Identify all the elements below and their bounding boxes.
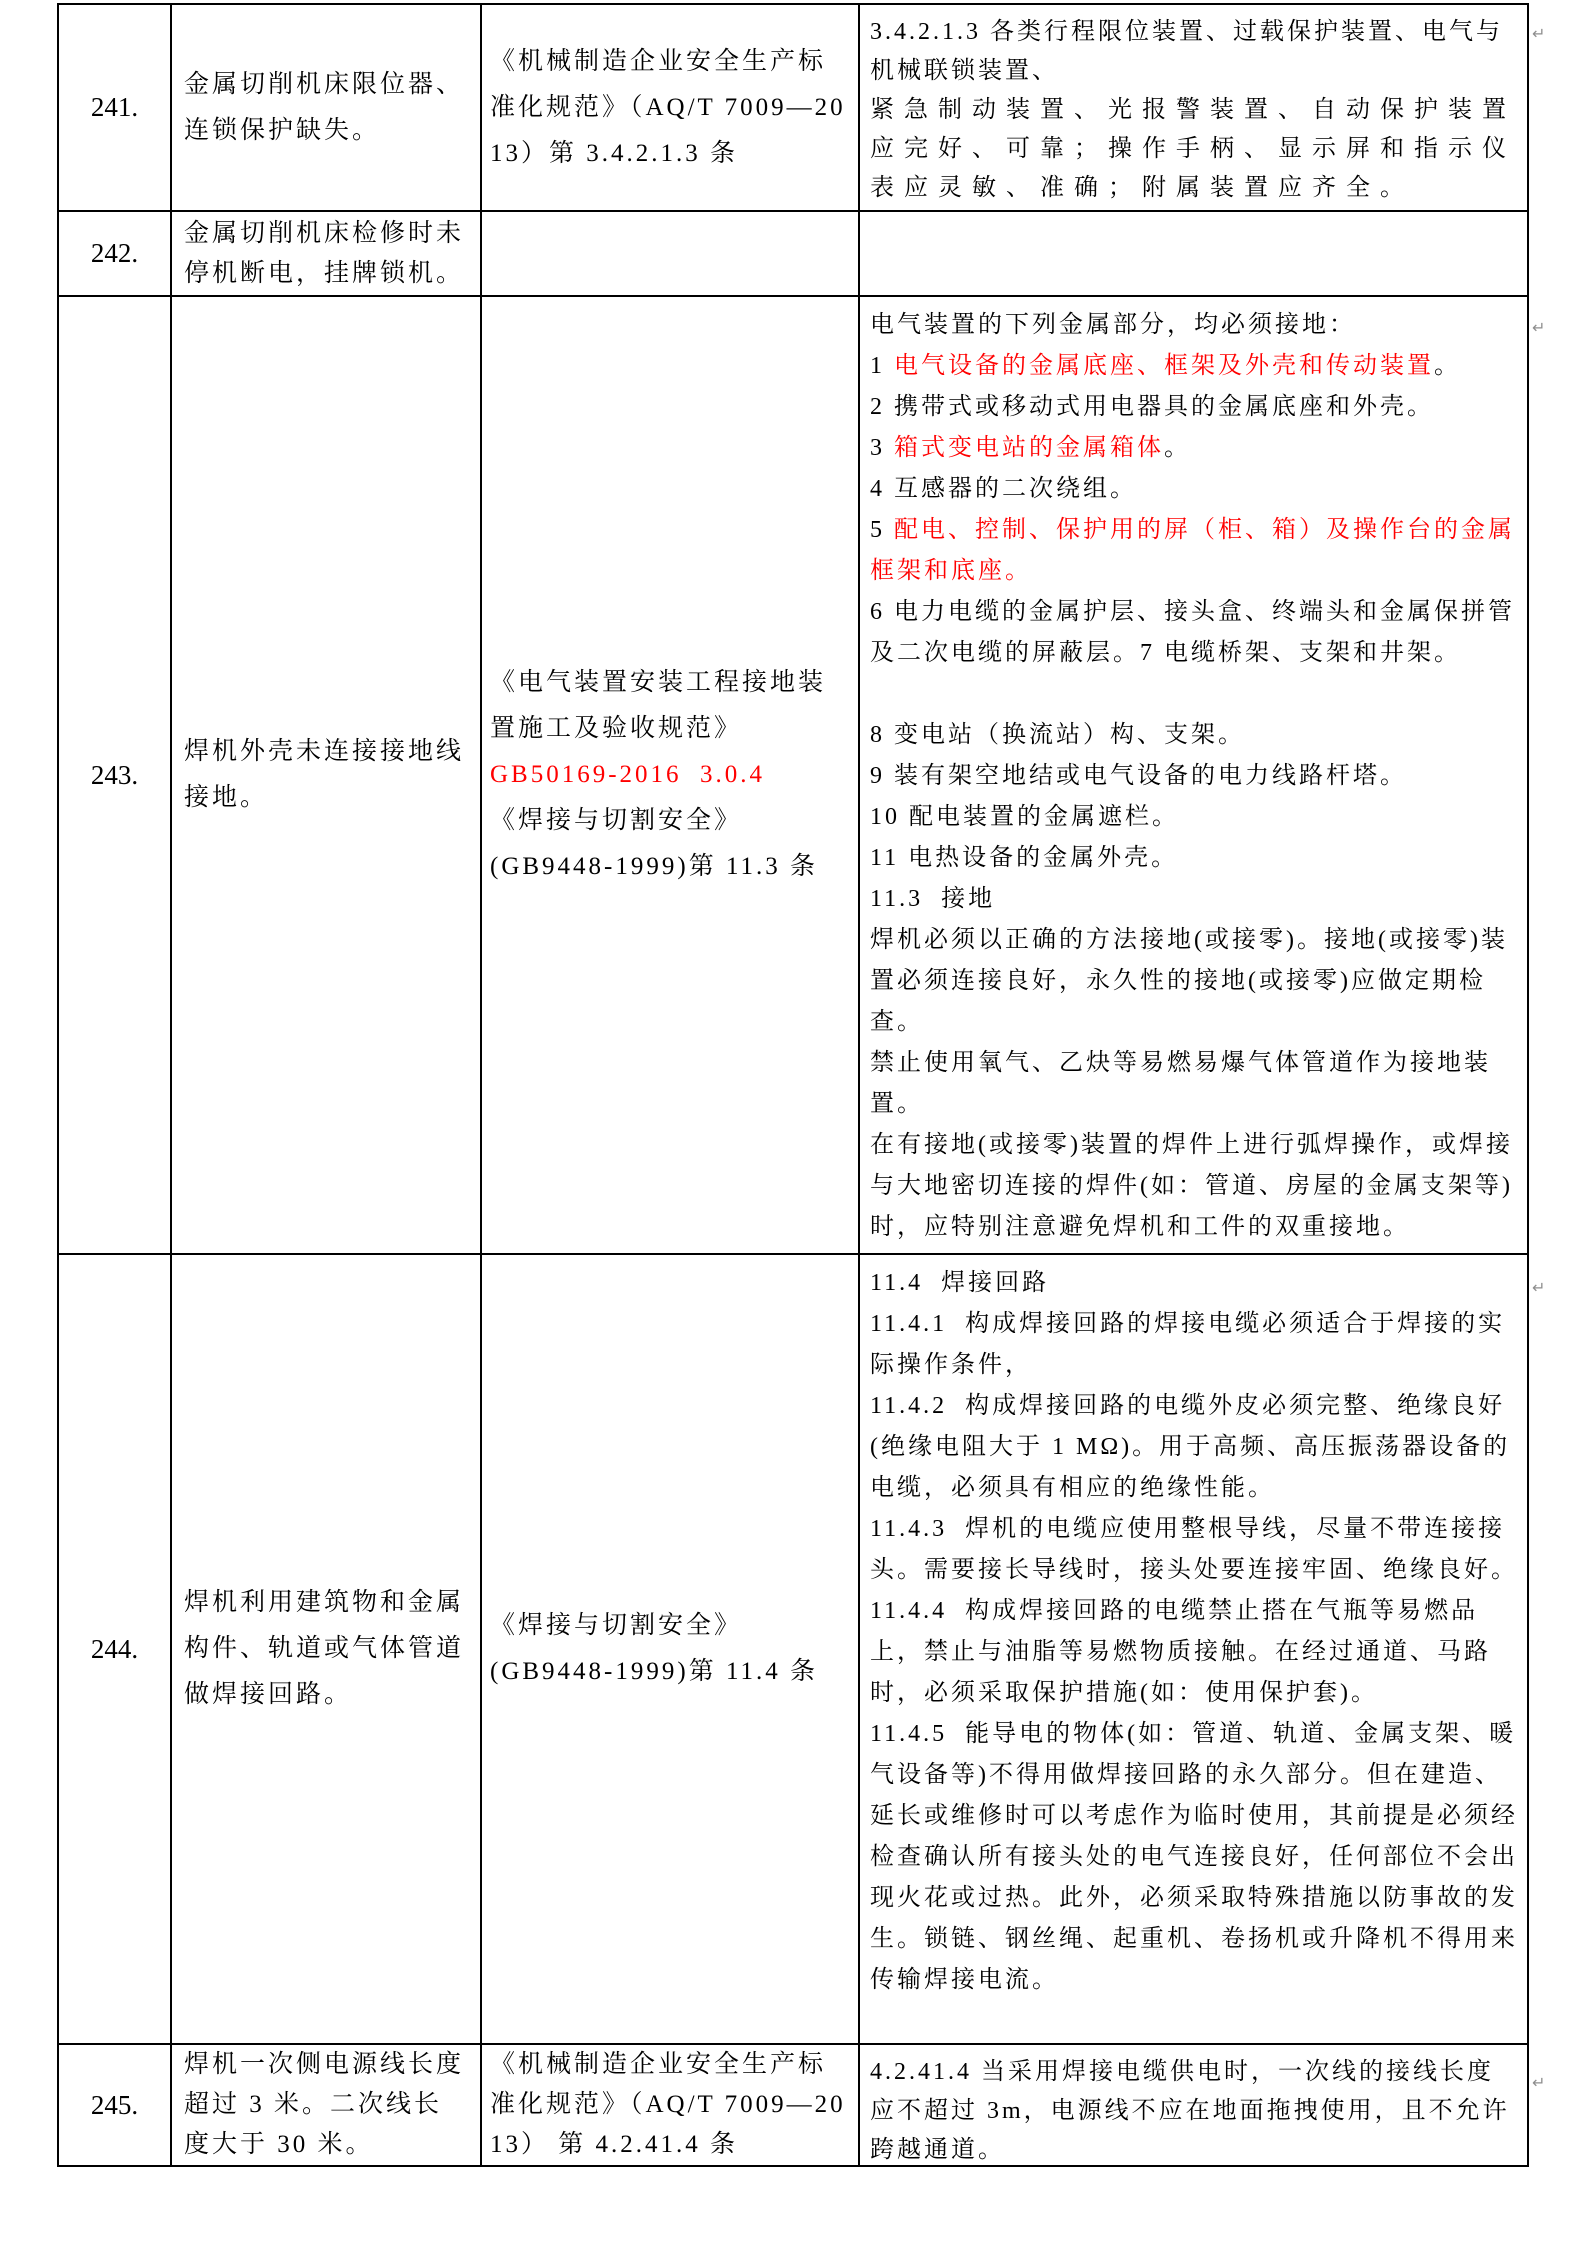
reference-text: 《机械制造企业安全生产标准化规范》（AQ/T 7009—2013）第 3.4.2.1.3 条	[490, 47, 846, 167]
detail-cell	[859, 1254, 1528, 2044]
red-highlight-text: 电气设备的金属底座、框架及外壳和传动装置	[894, 353, 1434, 379]
paragraph	[870, 1263, 1519, 1304]
issue-text: 金属切削机床限位器、连锁保护缺失。	[184, 70, 465, 144]
reference-cell	[481, 211, 859, 296]
reference-cell	[481, 1254, 859, 2044]
body-text: 11.4.2 构成焊接回路的电缆外皮必须完整、绝缘良好(绝缘电阻大于 1 MΩ)。用于高频、高压振荡器设备的电缆，必须具有相应的绝缘性能。	[870, 1393, 1511, 1501]
issue-text: 焊机外壳未连接接地线接地。	[184, 738, 465, 811]
reference-text: (GB9448-1999)第 11.3 条	[490, 853, 819, 880]
body-text: 9 装有架空地结或电气设备的电力线路杆塔。	[870, 763, 1407, 789]
body-text: 3.4.2.1.3 各类行程限位装置、过载保护装置、电气与机械联锁装置、	[870, 19, 1503, 84]
row-number: 245.	[90, 2089, 139, 2120]
row-number-cell	[58, 1254, 171, 2044]
reference-text: 《电气装置安装工程接地装置施工及验收规范》	[490, 669, 827, 742]
detail-cell	[859, 211, 1528, 296]
paragraph	[870, 1043, 1519, 1125]
paragraph	[870, 387, 1519, 428]
row-number-cell	[58, 296, 171, 1254]
paragraph-mark-icon: ↵	[1532, 24, 1546, 43]
regulation-table	[57, 3, 1529, 2167]
paragraph	[870, 13, 1519, 91]
reference-cell	[481, 296, 859, 1254]
body-text: 1	[870, 353, 894, 379]
table-row	[58, 1254, 1528, 2044]
detail-cell	[859, 4, 1528, 211]
body-text: 4 互感器的二次绕组。	[870, 476, 1137, 502]
row-number-cell	[58, 4, 171, 211]
reference-text: 《焊接与切割安全》	[490, 1612, 743, 1639]
paragraph	[870, 510, 1519, 592]
body-text: 11.4.4 构成焊接回路的电缆禁止搭在气瓶等易燃品上，禁止与油脂等易燃物质接触。在经过通道、马路时，必须采取保护措施(如：使用保护套)。	[870, 1598, 1491, 1706]
row-number-cell	[58, 2044, 171, 2166]
body-text: 10 配电装置的金属遮栏。	[870, 804, 1179, 830]
red-highlight-text: 箱式变电站的金属箱体	[894, 435, 1164, 461]
table-row	[58, 211, 1528, 296]
paragraph	[870, 1591, 1519, 1714]
issue-cell	[171, 296, 481, 1254]
reference-text: 《焊接与切割安全》	[490, 807, 743, 834]
paragraph	[870, 346, 1519, 387]
paragraph	[870, 1714, 1519, 2001]
body-text: 禁止使用氧气、乙炔等易燃易爆气体管道作为接地装置。	[870, 1050, 1491, 1117]
reference-text: 《机械制造企业安全生产标准化规范》（AQ/T 7009—2013） 第 4.2.41.4 条	[490, 2051, 846, 2158]
row-number: 244.	[90, 1633, 139, 1664]
body-text: 11.4.3 焊机的电缆应使用整根导线，尽量不带连接接头。需要接长导线时，接头处要连接牢固、绝缘良好。	[870, 1516, 1518, 1583]
reference-text: (GB9448-1999)第 11.4 条	[490, 1658, 819, 1685]
issue-cell	[171, 4, 481, 211]
table-row	[58, 296, 1528, 1254]
paragraph	[870, 592, 1519, 674]
body-text: 3	[870, 435, 894, 461]
paragraph	[870, 91, 1519, 208]
row-number: 241.	[90, 92, 139, 122]
paragraph	[870, 838, 1519, 879]
issue-text: 焊机一次侧电源线长度超过 3 米。二次线长度大于 30 米。	[184, 2051, 465, 2158]
paragraph-mark-icon: ↵	[1532, 1278, 1546, 1297]
paragraph	[870, 674, 1519, 715]
table-row	[58, 4, 1528, 211]
red-highlight-text: 配电、控制、保护用的屏（柜、箱）及操作台的金属框架和底座。	[870, 517, 1515, 584]
body-text: 在有接地(或接零)装置的焊件上进行弧焊操作，或焊接与大地密切连接的焊件(如：管道、房屋的金属支架等)时，应特别注意避免焊机和工件的双重接地。	[870, 1132, 1513, 1240]
body-text: 。	[1434, 353, 1461, 379]
row-number: 243.	[90, 759, 139, 790]
row-number-cell	[58, 211, 171, 296]
paragraph	[870, 1509, 1519, 1591]
paragraph	[870, 756, 1519, 797]
paragraph	[870, 1386, 1519, 1509]
body-text: 焊机必须以正确的方法接地(或接零)。接地(或接零)装置必须连接良好，永久性的接地(或接零)应做定期检查。	[870, 927, 1508, 1035]
body-text: 6 电力电缆的金属护层、接头盒、终端头和金属保拼管及二次电缆的屏蔽层。7 电缆桥架、支架和井架。	[870, 599, 1515, 666]
reference-text: GB50169-2016 3.0.4	[490, 761, 766, 788]
paragraph	[870, 469, 1519, 510]
paragraph	[870, 428, 1519, 469]
detail-cell	[859, 296, 1528, 1254]
paragraph-mark-icon: ↵	[1532, 2073, 1546, 2092]
body-text: 8 变电站（换流站）构、支架。	[870, 722, 1245, 748]
body-text: 。	[1164, 435, 1191, 461]
body-text: 2 携带式或移动式用电器具的金属底座和外壳。	[870, 394, 1434, 420]
body-text: 11.4.5 能导电的物体(如：管道、轨道、金属支架、暖气设备等)不得用做焊接回路的永久部分。但在建造、延长或维修时可以考虑作为临时使用，其前提是必须经检查确认所有接头处的电气连接良好，任何部位不会出现火花或过热。此外，必须采取特殊措施以防事故的发生。锁链、钢丝绳、起重机、卷扬机或升降机不得用来传输焊接电流。	[870, 1721, 1518, 1993]
reference-cell	[481, 4, 859, 211]
paragraph	[870, 1304, 1519, 1386]
body-text: 11.3 接地	[870, 886, 996, 912]
body-text: 11.4 焊接回路	[870, 1270, 1050, 1296]
paragraph	[870, 879, 1519, 920]
issue-text: 金属切削机床检修时未停机断电，挂牌锁机。	[184, 219, 465, 287]
body-text	[870, 681, 879, 707]
table-row	[58, 2044, 1528, 2166]
row-number: 242.	[90, 238, 139, 268]
body-text: 电气装置的下列金属部分，均必须接地：	[870, 312, 1356, 338]
detail-cell	[859, 2044, 1528, 2166]
paragraph	[870, 1125, 1519, 1248]
issue-cell	[171, 1254, 481, 2044]
body-text: 11.4.1 构成焊接回路的焊接电缆必须适合于焊接的实际操作条件，	[870, 1311, 1506, 1378]
issue-cell	[171, 211, 481, 296]
issue-text: 焊机利用建筑物和金属构件、轨道或气体管道做焊接回路。	[184, 1589, 465, 1708]
body-text: 4.2.41.4 当采用焊接电缆供电时，一次线的接线长度应不超过 3m，电源线不应在地面拖拽使用，且不允许跨越通道。	[870, 2059, 1510, 2163]
issue-cell	[171, 2044, 481, 2166]
paragraph	[870, 920, 1519, 1043]
reference-cell	[481, 2044, 859, 2166]
paragraph-mark-icon: ↵	[1532, 318, 1546, 337]
paragraph	[870, 797, 1519, 838]
paragraph	[870, 2053, 1519, 2164]
body-text: 5	[870, 517, 894, 543]
paragraph	[870, 305, 1519, 346]
paragraph	[870, 715, 1519, 756]
body-text: 11 电热设备的金属外壳。	[870, 845, 1179, 871]
body-text: 紧急制动装置、光报警装置、自动保护装置应完好、可靠；操作手柄、显示屏和指示仪表应灵敏、准确；附属装置应齐全。	[870, 97, 1516, 201]
regulation-table-body	[58, 4, 1528, 2166]
